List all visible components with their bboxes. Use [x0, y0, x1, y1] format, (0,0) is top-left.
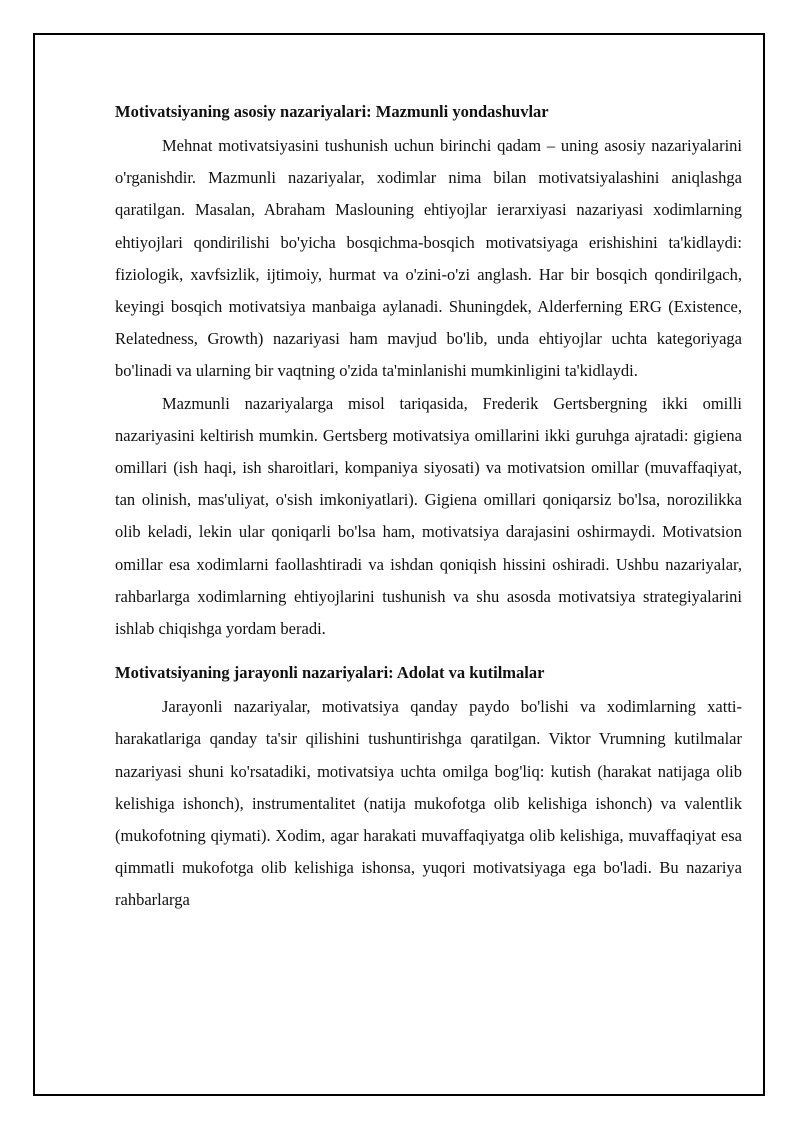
paragraph: Jarayonli nazariyalar, motivatsiya qanday paydo bo'lishi va xodimlarning xatti-harakatlariga qanday ta'sir qilishini tushuntirishga qaratilgan. Viktor Vrumning kutilmalar nazariyasi shuni ko'rsatadiki, motivatsiya uchta omilga bog'liq: kutish (harakat natijaga olib kelishiga ishonch), instrumentalitet (natija mukofotga olib kelishiga ishonch) va valentlik (mukofotning qiymati). Xodim, agar harakati muvaffaqiyatga olib kelishiga, muvaffaqiyat esa qimmatli mukofotga olib kelishiga ishonsa, yuqori motivatsiyaga ega bo'ladi. Bu nazariya rahbarlarga [115, 697, 742, 910]
section-heading: Motivatsiyaning asosiy nazariyalari: Mazmunli yondashuvlar [115, 102, 549, 121]
paragraph: Mazmunli nazariyalarga misol tariqasida, Frederik Gertsbergning ikki omilli nazariyasini keltirish mumkin. Gertsberg motivatsiya omillarini ikki guruhga ajratadi: gigiena omillari (ish haqi, ish sharoitlari, kompaniya siyosati) va motivatsion omillar (muvaffaqiyat, tan olinish, mas'uliyat, o'sish imkoniyatlari). Gigiena omillari qoniqarsiz bo'lsa, norozilikka olib keladi, lekin ular qoniqarli bo'lsa ham, motivatsiya darajasini oshirmaydi. Motivatsion omillar esa xodimlarni faollashtiradi va ishdan qoniqish hissini oshiradi. Ushbu nazariyalar, rahbarlarga xodimlarning ehtiyojlarini tushunish va shu asosda motivatsiya strategiyalarini ishlab chiqishga yordam beradi. [115, 393, 742, 639]
document-body [115, 96, 742, 917]
section-heading: Motivatsiyaning jarayonli nazariyalari: Adolat va kutilmalar [115, 663, 545, 683]
paragraph: Mehnat motivatsiyasini tushunish uchun birinchi qadam – uning asosiy nazariyalarini o'rganishdir. Mazmunli nazariyalar, xodimlar nima bilan motivatsiyalashini aniqlashga qaratilgan. Masalan, Abraham Maslouning ehtiyojlar ierarxiyasi nazariyasi xodimlarning ehtiyojlari qondirilishi bo'yicha bosqichma-bosqich motivatsiyaga erishishini ta'kidlaydi: fiziologik, xavfsizlik, ijtimoiy, hurmat va o'zini-o'zi anglash. Har bir bosqich qondirilgach, keyingi bosqich motivatsiya manbaiga aylanadi. Shuningdek, Alderferning ERG (Existence, Relatedness, Growth) nazariyasi ham mavjud bo'lib, unda ehtiyojlar uchta kategoriyaga bo'linadi va ularning bir vaqtning o'zida ta'minlanishi mumkinligini ta'kidlaydi. [115, 136, 742, 381]
